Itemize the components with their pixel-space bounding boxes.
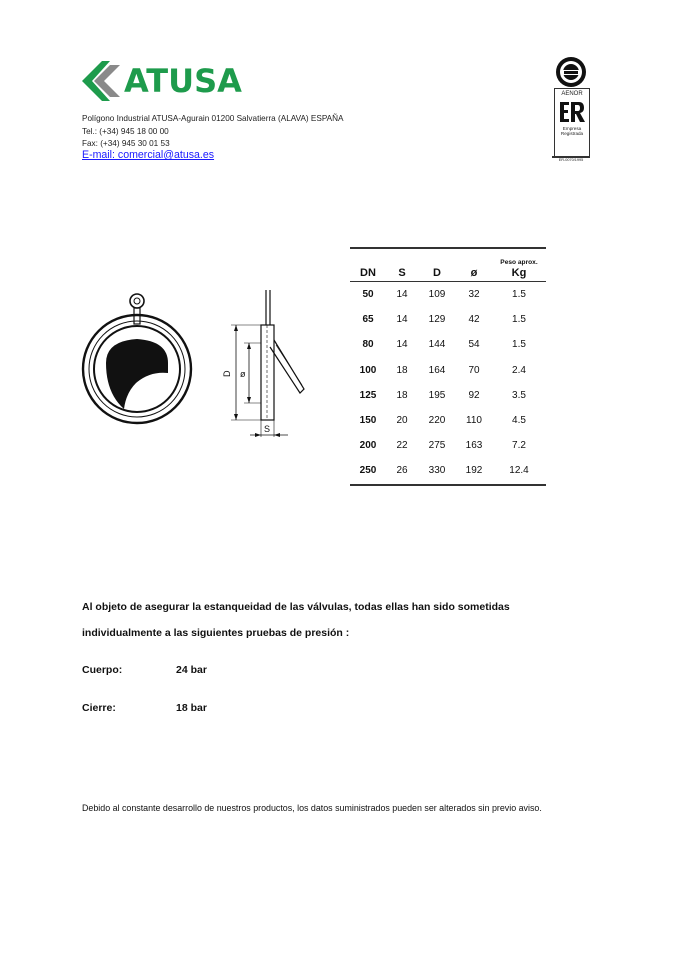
col-dn: DN (350, 248, 386, 282)
aenor-label: AENOR (561, 91, 583, 97)
cell-s: 14 (396, 339, 408, 351)
cell-dn: 50 (362, 289, 374, 301)
table-row (350, 383, 546, 408)
cell-kg: 1.5 (512, 289, 526, 301)
cell-kg: 12.4 (492, 458, 546, 484)
table-row (350, 307, 546, 332)
cell-kg: 7.2 (512, 440, 526, 452)
email-link[interactable]: E-mail: comercial@atusa.es (82, 149, 215, 161)
cell-kg: 3.5 (512, 389, 526, 401)
cell-s: 18 (396, 364, 408, 376)
cell-diam: 54 (468, 339, 480, 351)
cell-kg: 1.5 (512, 339, 526, 351)
cell-s: 20 (396, 415, 408, 427)
cell-s: 26 (386, 458, 418, 484)
peso-aprox-label: Peso aprox. (500, 259, 538, 266)
atusa-logo-icon (80, 58, 124, 104)
cell-diam: 163 (465, 440, 483, 452)
valve-drawing (78, 285, 318, 445)
valve-side-view (231, 290, 304, 437)
cell-kg: 2.4 (512, 364, 526, 376)
dimension-s-label: S (264, 424, 271, 434)
cell-diam: 70 (468, 364, 480, 376)
cell-dn: 80 (362, 339, 374, 351)
cell-diam: 110 (466, 415, 482, 427)
cell-diam: 92 (468, 389, 480, 401)
iqnet-seal-icon (554, 55, 588, 89)
dimension-d-label: D (222, 370, 232, 377)
table-row (350, 433, 546, 458)
empresa-registrada-text: Empresa Registrada (560, 126, 584, 136)
cierre-label: Cierre: (82, 702, 116, 714)
col-kg (492, 248, 546, 282)
table-row (350, 332, 546, 357)
cell-dn: 200 (359, 440, 377, 452)
cell-s: 18 (396, 389, 408, 401)
aenor-certificate (554, 88, 590, 158)
cell-d: 109 (428, 289, 446, 301)
cell-dn: 150 (359, 415, 377, 427)
cierre-value: 18 bar (176, 702, 207, 714)
cell-d: 220 (428, 415, 446, 427)
cuerpo-value: 24 bar (176, 664, 207, 676)
dimensions-table (350, 247, 546, 486)
er-mark-icon (558, 100, 586, 124)
table-row (350, 282, 546, 308)
cell-s: 14 (396, 289, 408, 301)
pressure-test-intro-line2: individualmente a las siguientes pruebas de presión : (82, 627, 350, 639)
col-d: D (418, 248, 456, 282)
cell-dn: 125 (359, 389, 377, 401)
col-s: S (386, 248, 418, 282)
cell-d: 195 (428, 389, 446, 401)
table-row (350, 358, 546, 383)
cell-s: 14 (396, 314, 408, 326)
phone-line: Tel.: (+34) 945 18 00 00 (82, 127, 169, 136)
cert-code: ER-0070/1995 (558, 158, 584, 162)
cell-diam: 192 (456, 458, 492, 484)
cell-d: 129 (428, 314, 446, 326)
cell-d: 275 (428, 440, 446, 452)
table-row (350, 458, 546, 484)
pressure-test-intro-line1: Al objeto de asegurar la estanqueidad de las válvulas, todas ellas han sido sometidas (82, 601, 510, 613)
cell-d: 330 (418, 458, 456, 484)
cell-diam: 32 (468, 289, 480, 301)
cell-dn: 65 (362, 314, 374, 326)
cuerpo-label: Cuerpo: (82, 664, 123, 676)
table-header-row (350, 248, 546, 282)
cell-kg: 4.5 (512, 415, 526, 427)
cell-s: 22 (396, 440, 408, 452)
fax-line: Fax: (+34) 945 30 01 53 (82, 139, 170, 148)
company-logo (80, 58, 280, 104)
cell-d: 164 (428, 364, 446, 376)
disclaimer-note: Debido al constante desarrollo de nuestros productos, los datos suministrados pueden ser alterados sin previo aviso. (82, 803, 542, 813)
cell-kg: 1.5 (512, 314, 526, 326)
kg-label: Kg (511, 267, 527, 279)
logo-wordmark: ATUSA (124, 62, 242, 100)
address-line: Polígono Industrial ATUSA-Agurain 01200 Salvatierra (ALAVA) ESPAÑA (82, 114, 344, 123)
cell-dn: 250 (350, 458, 386, 484)
cell-d: 144 (428, 339, 446, 351)
dimension-diam-label: ø (240, 369, 246, 379)
cell-dn: 100 (359, 364, 377, 376)
table-row (350, 408, 546, 433)
cell-diam: 42 (468, 314, 480, 326)
col-diam: ø (456, 248, 492, 282)
